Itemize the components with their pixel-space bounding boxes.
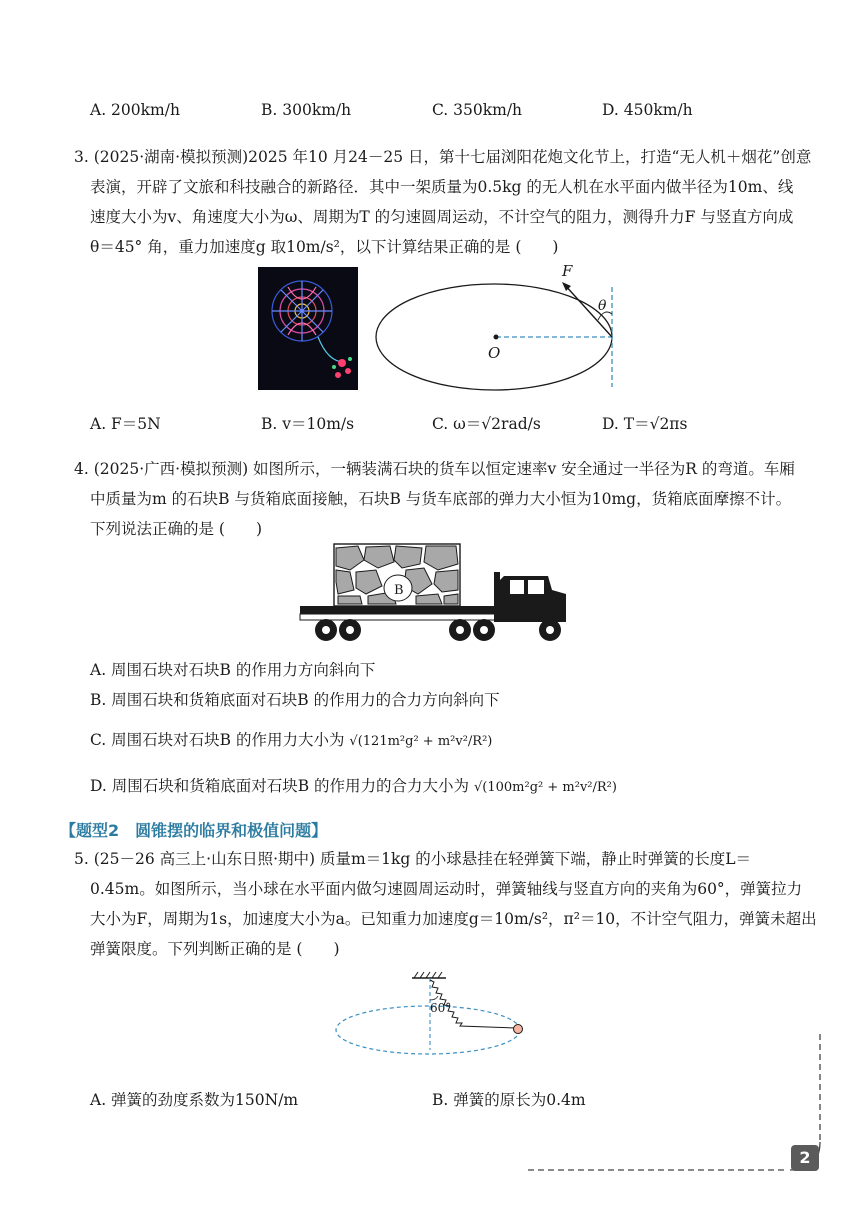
q4-option-c-formula-body: 121m²g² + m²v²/R² bbox=[362, 734, 488, 749]
section-heading: 【题型2 圆锥摆的临界和极值问题】 bbox=[60, 821, 328, 840]
q4-option-d-text: D. 周围石块和货箱底面对石块B 的作用力的合力大小为 bbox=[90, 777, 470, 795]
q3-option-c: C. ω＝√2rad/s bbox=[432, 415, 541, 433]
q5-text-line1: 5. (25－26 高三上·山东日照·期中) 质量m＝1kg 的小球悬挂在轻弹簧下端，静止时弹簧的长度L＝ bbox=[74, 850, 752, 868]
q3-text-line1: 3. (2025·湖南·模拟预测)2025 年10 月24－25 日，第十七届浏阳花炮文化节上，打造“无人机＋烟花”创意 bbox=[74, 148, 812, 166]
q2-option-b: B. 300km/h bbox=[261, 101, 352, 119]
q2-option-d: D. 450km/h bbox=[602, 101, 693, 119]
q4-text-line1: 4. (2025·广西·模拟预测) 如图所示，一辆装满石块的货车以恒定速率v 安全通过一半径为R 的弯道。车厢 bbox=[74, 460, 795, 478]
q5-option-b: B. 弹簧的原长为0.4m bbox=[432, 1091, 586, 1109]
truck-diagram bbox=[298, 542, 573, 644]
q5-text-line3: 大小为F，周期为1s，加速度大小为a。已知重力加速度g＝10m/s²，π²＝10，不计空气阻力，弹簧未超出 bbox=[90, 910, 817, 928]
page-corner-decoration bbox=[520, 1030, 830, 1180]
q2-option-c: C. 350km/h bbox=[432, 101, 523, 119]
q4-option-d-formula-body: 100m²g² + m²v²/R² bbox=[487, 780, 612, 795]
fireworks-photo bbox=[258, 267, 358, 390]
q3-option-a: A. F＝5N bbox=[90, 415, 161, 433]
q3-option-d: D. T＝√2πs bbox=[602, 415, 688, 433]
force-label: F bbox=[562, 262, 573, 280]
q5-text-line4: 弹簧限度。下列判断正确的是 ( ) bbox=[90, 940, 340, 958]
q4-option-a: A. 周围石块对石块B 的作用力方向斜向下 bbox=[90, 661, 376, 679]
q4-option-b: B. 周围石块和货箱底面对石块B 的作用力的合力方向斜向下 bbox=[90, 691, 500, 709]
q4-option-c-text: C. 周围石块对石块B 的作用力大小为 bbox=[90, 731, 345, 749]
q4-option-d-formula: √(100m²g² + m²v²/R²) bbox=[474, 780, 617, 795]
q5-option-a: A. 弹簧的劲度系数为150N/m bbox=[90, 1091, 299, 1109]
center-label: O bbox=[488, 344, 501, 362]
angle-label: θ bbox=[598, 298, 607, 314]
spring-angle-label: 60° bbox=[430, 1001, 452, 1015]
q3-text-line3: 速度大小为v、角速度大小为ω、周期为T 的匀速圆周运动，不计空气的阻力，测得升力F 与竖直方向成 bbox=[90, 208, 794, 226]
page-number: 2 bbox=[791, 1145, 819, 1171]
q2-option-a: A. 200km/h bbox=[90, 101, 180, 119]
q3-option-b: B. v＝10m/s bbox=[261, 415, 355, 433]
rock-b-label: B bbox=[394, 583, 404, 598]
q4-option-c-formula: √(121m²g² + m²v²/R²) bbox=[349, 734, 493, 749]
q4-option-c bbox=[90, 728, 492, 750]
q4-text-line3: 下列说法正确的是 ( ) bbox=[90, 520, 263, 538]
q3-text-line2: 表演，开辟了文旅和科技融合的新路径．其中一架质量为0.5kg 的无人机在水平面内做半径为10m、线 bbox=[90, 178, 794, 196]
q4-text-line2: 中质量为m 的石块B 与货箱底面接触，石块B 与货车底部的弹力大小恒为10mg，货箱底面摩擦不计。 bbox=[90, 490, 792, 508]
q4-option-d bbox=[90, 774, 617, 796]
q5-text-line2: 0.45m。如图所示，当小球在水平面内做匀速圆周运动时，弹簧轴线与竖直方向的夹角为60°，弹簧拉力 bbox=[90, 880, 803, 898]
conical-pendulum-diagram bbox=[334, 970, 534, 1062]
q3-text-line4: θ＝45° 角，重力加速度g 取10m/s²，以下计算结果正确的是 ( ) bbox=[90, 238, 559, 256]
circular-motion-diagram bbox=[372, 262, 632, 392]
